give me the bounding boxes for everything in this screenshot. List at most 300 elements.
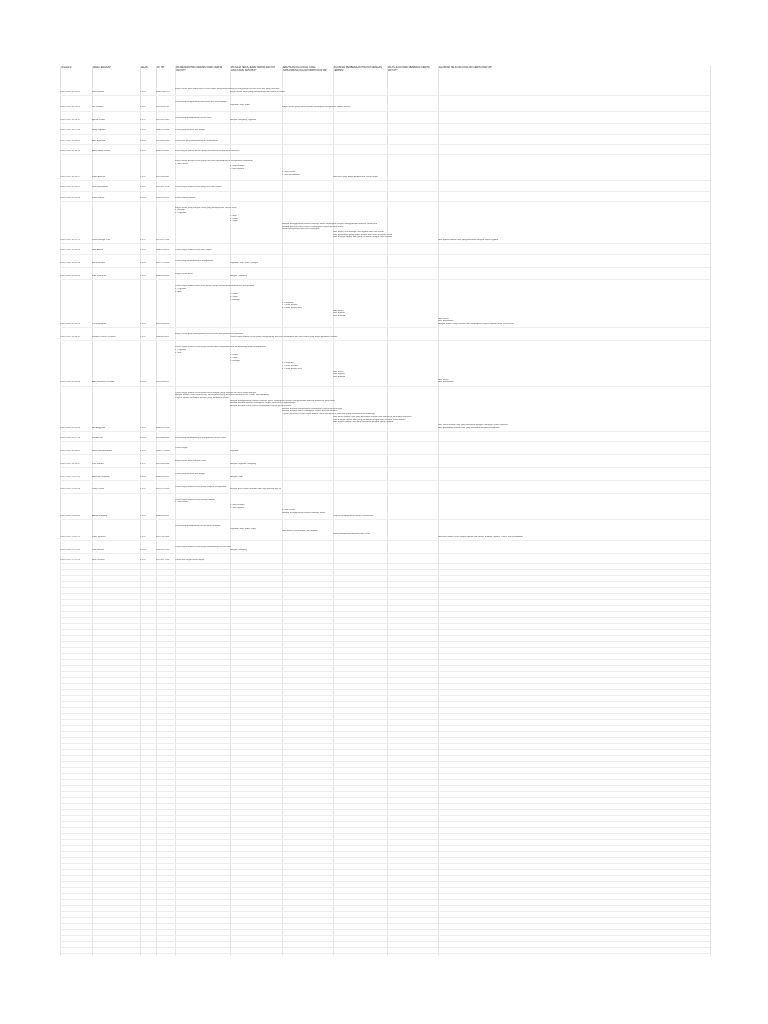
row-divider: [60, 95, 710, 96]
answer-text: Cerita yang berasal dari rakyat: [175, 129, 205, 132]
answer-text: 2. Legenda: [175, 212, 186, 215]
row-divider: [60, 635, 710, 636]
row-divider: [60, 713, 710, 714]
answer-text: Hikayat menggunakan bahasa Melayu klasik: [282, 512, 326, 515]
cell-hp: 08129990001: [156, 323, 170, 326]
cell-hp: 08125556677: [156, 381, 170, 384]
cell-kelas: X IPS: [140, 249, 146, 252]
column-header: APA SAJA JENIS-JENIS CERITA RAKYAT YANG KAMU KETAHUI?: [230, 66, 275, 72]
row-divider: [60, 254, 710, 255]
row-divider: [60, 743, 710, 744]
answer-text: Cerita rakyat adalah salah satu bentuk karya sastra yang berasal dari masyarakat: [175, 285, 255, 288]
column-header: JELASKAN NILAI-NILAI DALAM CERITA RAKYAT!: [438, 66, 493, 69]
answer-text: 1. Hikayat: [175, 209, 185, 212]
answer-text: Nilai moral, nilai budaya, nilai agama: [282, 530, 318, 533]
answer-text: Hikayat, mite: [230, 475, 243, 478]
answer-text: Cerita rakyat adalah cerita yang berkembang secara lisan: [175, 546, 231, 549]
cell-kelas: X IPS: [140, 381, 146, 384]
row-divider: [60, 677, 710, 678]
cell-hp: 08567778899: [156, 449, 170, 452]
row-divider: [60, 641, 710, 642]
answer-text: Hikayat, dongeng: [230, 275, 248, 278]
cell-ts: 10/07/2020 11:06:50: [60, 514, 80, 517]
column-header: KELAS: [140, 66, 148, 69]
cell-ts: 10/07/2020 10:26:11: [60, 119, 80, 122]
answer-text: Karya sastra lama yang berkembang dari mulut ke mulut: [230, 90, 285, 93]
table-row: [60, 525, 710, 540]
table-row: [60, 260, 710, 267]
row-divider: [60, 243, 710, 244]
answer-text: 2. Mite: [175, 351, 182, 354]
answer-text: Karya sastra berupa cerita yang lahir dan berkembang di masyarakat tradisional: [175, 160, 253, 162]
answer-text: 5. Sage: [230, 220, 238, 223]
cell-hp: 08561234567: [156, 149, 170, 152]
cell-name: Novi Anjani: [92, 249, 103, 252]
answer-text: 4. Nilai sosial: [282, 509, 295, 512]
row-divider: [60, 144, 710, 145]
row-divider: [60, 386, 710, 387]
row-divider: [60, 340, 710, 341]
table-row: [60, 117, 710, 124]
cell-name: Dewi Lestari: [92, 488, 105, 491]
answer-text: Karya sastra lama berupa cerita: [175, 460, 207, 462]
cell-hp: 08561239876: [156, 249, 170, 252]
answer-text: Cerita rakyat: [175, 447, 188, 450]
spreadsheet-sheet: [60, 66, 710, 956]
table-row: [60, 392, 710, 431]
cell-hp: 08123450987: [156, 176, 170, 179]
row-divider: [60, 869, 710, 870]
answer-text: Nilai budaya: [333, 375, 346, 378]
cell-name: Fajar Santoso: [92, 535, 106, 538]
row-divider: [60, 725, 710, 726]
cell-ts: 10/07/2020 11:03:28: [60, 488, 80, 491]
answer-text: 1. Nilai moral: [175, 501, 188, 504]
answer-text: 8. Cerita pelipur lara: [282, 306, 302, 309]
row-divider: [60, 803, 710, 804]
row-divider: [60, 653, 710, 654]
answer-text: Nilai-nilai dalam cerita rakyat adalah nilai moral, budaya, agama, sosial, dan pendidikan: [438, 535, 523, 538]
table-row: [60, 346, 710, 385]
cell-ts: 10/07/2020 10:59:37: [60, 462, 81, 465]
cell-name: Nia Anggraini: [92, 426, 106, 429]
table-row: [60, 186, 710, 190]
row-divider: [60, 647, 710, 648]
cell-name: Siti Aminah: [92, 436, 103, 439]
cell-ts: 10/07/2020 10:58:02: [60, 449, 81, 452]
answer-text: 5. Hikayat: [230, 298, 240, 301]
row-divider: [60, 665, 710, 666]
row-divider: [60, 267, 710, 268]
answer-text: Cerita yang berkembang di masyarakat: [175, 259, 214, 262]
row-divider: [60, 929, 710, 930]
answer-text: 3. Mite: [230, 214, 237, 217]
cell-kelas: X IPS: [140, 176, 146, 179]
answer-text: 2. Nilai budaya: [230, 504, 245, 507]
table-row: [60, 285, 710, 327]
cell-name: Aprilia Wulan: [92, 119, 105, 122]
cell-name: Bayu Aji Pangestu: [92, 475, 110, 478]
answer-text: 8. Cerita pelipur lara: [282, 367, 302, 370]
row-divider: [60, 845, 710, 846]
answer-text: Cerita rakyat adalah cerita yang berasal dari masyarakat dan berkembang dalam masyarakat: [175, 346, 266, 349]
column-header: NO. HP: [156, 66, 165, 69]
cell-hp: 08563334455: [156, 275, 170, 278]
cell-ts: 10/07/2020 11:09:12: [60, 535, 80, 538]
cell-name: Rahayu Lestari Lestiana: [92, 336, 116, 339]
cell-hp: 08126665544: [156, 462, 170, 465]
column-header: NAMA LENGKAP: [92, 66, 111, 69]
cell-hp: 08564443322: [156, 336, 170, 339]
answer-text: Hikayat menggunakan bahasa Melayu klasik sedangkan cerpen menggunakan bahasa Indonesia yang baku: [230, 399, 335, 402]
answer-text: Cerita rakyat adalah cerita yang mengandung nilai-nilai kehidupan dan nilai moral yang dapat dijadikan teladan: [230, 336, 338, 339]
table-row: [60, 499, 710, 519]
row-divider: [60, 809, 710, 810]
row-divider: [60, 441, 710, 442]
answer-text: 6. Dongeng: [282, 301, 294, 304]
cell-ts: 10/07/2020 10:33:27: [60, 176, 81, 179]
row-divider: [60, 887, 710, 888]
cell-ts: 10/07/2020 10:48:31: [60, 336, 81, 339]
answer-text: 3. Fabel: [230, 354, 238, 357]
row-divider: [60, 671, 710, 672]
answer-text: Nilai budaya adalah nilai yang berkaitan dengan adat istiadat suatu daerah: [333, 418, 406, 421]
answer-text: 1. Legenda: [175, 348, 186, 351]
row-divider: [60, 953, 710, 954]
row-divider: [60, 875, 710, 876]
row-divider: [60, 623, 710, 624]
answer-text: Hikayat bersifat kemustahilan sedangkan cerpen bersifat logis: [282, 407, 343, 410]
table-row: [60, 101, 710, 111]
row-divider: [60, 540, 710, 541]
cell-kelas: X IPS: [140, 186, 146, 189]
answer-text: Cerita rakyat adalah cerita yang hidup di masyarakat: [175, 485, 227, 488]
answer-text: Cerita dari rakyat untuk rakyat: [175, 559, 205, 561]
answer-text: Hikayat, legenda, dongeng: [230, 462, 257, 465]
cell-kelas: X IPS: [140, 106, 146, 109]
cell-kelas: X IPS: [140, 119, 146, 122]
answer-text: Nilai moral: [333, 370, 344, 373]
row-divider: [60, 839, 710, 840]
cell-hp: 08129517538: [156, 559, 170, 561]
cell-ts: 10/07/2020 10:53:44: [60, 426, 81, 429]
answer-text: Hikayat bersifat anonim sedangkan cerpen diketahui pengarangnya: [230, 402, 296, 405]
row-divider: [60, 905, 710, 906]
row-divider: [60, 749, 710, 750]
cell-name: Rizal Maulana Akbar: [92, 449, 113, 452]
cell-hp: 08561112233: [156, 426, 170, 429]
answer-text: Hikayat bersifat istana sentris sedangkan cerpen bersifat bebas: [230, 405, 292, 408]
row-divider: [60, 833, 710, 834]
cell-name: Anis Agustina: [92, 139, 106, 142]
row-divider: [60, 605, 710, 606]
row-divider: [60, 599, 710, 600]
cell-kelas: X IPS: [140, 548, 146, 551]
table-row: [60, 88, 710, 95]
row-divider: [60, 935, 710, 936]
cell-kelas: X IPS: [140, 139, 146, 142]
column-header: APA MENURUTMU DEFINISI DARI CERITA RAKYAT?: [175, 66, 223, 72]
table-row: [60, 486, 710, 493]
row-divider: [60, 893, 710, 894]
row-divider: [60, 431, 710, 432]
answer-text: 3. Fabel: [230, 293, 238, 296]
cell-hp: 08128889900: [156, 436, 170, 439]
cell-name: Indri Syahputri: [92, 275, 107, 278]
answer-text: 4. Sage: [230, 357, 238, 360]
cell-kelas: X IPS: [140, 436, 146, 439]
cell-hp: 08121231234: [156, 488, 170, 491]
cell-kelas: X IPS: [140, 90, 146, 93]
table-row: [60, 150, 710, 154]
cell-ts: 10/07/2020 10:45:20: [60, 323, 81, 326]
answer-text: 4. Sage: [230, 296, 238, 299]
row-divider: [60, 563, 710, 564]
column-header: SEBUTKAN NILAI-NILAI YANG TERKANDUNG DALAM CERITA RAKYAT!: [282, 66, 328, 72]
answer-text: Karya sastra lama yang berisi cerita rakyat yang berkembang di masyarakat secara lisan dan turun temurun: [175, 88, 280, 90]
row-divider: [60, 767, 710, 768]
row-divider: [60, 180, 710, 181]
row-divider: [60, 123, 710, 124]
cell-name: Aditya Nugraha: [92, 514, 108, 517]
row-divider: [60, 779, 710, 780]
answer-text: Cerpen adalah karangan pendek yang berbentuk prosa: [175, 396, 229, 399]
answer-text: 3. Nilai agama: [230, 506, 244, 509]
cell-ts: 10/07/2020 10:27:40: [60, 129, 81, 132]
cell-kelas: X IPS: [140, 488, 146, 491]
cell-kelas: X IPS: [140, 262, 146, 265]
cell-ts: 10/07/2020 10:35:44: [60, 196, 81, 199]
cell-kelas: X IPS: [140, 462, 146, 465]
cell-kelas: X IPS: [140, 426, 146, 429]
row-divider: [60, 785, 710, 786]
answer-text: Nilai-nilai yang dapat diambil dari cerita rakyat: [333, 176, 378, 179]
table-row: [60, 559, 710, 563]
answer-text: Nilai moral: [333, 309, 344, 312]
row-divider: [60, 755, 710, 756]
row-divider: [60, 941, 710, 942]
row-divider: [60, 201, 710, 202]
answer-text: Hikayat bersifat statis sedangkan cerpen bersifat dinamis: [282, 410, 338, 413]
answer-text: 3. Nilai agama: [230, 168, 244, 171]
answer-text: Cerita yang berasal dari rakyat: [175, 472, 205, 475]
cell-kelas: X IPS: [140, 323, 146, 326]
answer-text: Cerita yang disampaikan secara turun temurun: [175, 525, 221, 528]
answer-text: 5. Hikayat: [230, 359, 240, 362]
row-divider: [60, 279, 710, 280]
row-divider: [60, 593, 710, 594]
answer-text: Nilai pendidikan adalah nilai yang berkaitan dengan pengajaran: [438, 426, 500, 429]
cell-ts: 10/07/2020 11:01:14: [60, 475, 80, 478]
cell-name: Tio Ramadhan: [92, 323, 107, 326]
table-row: [60, 473, 710, 480]
cell-hp: 08127897890: [156, 535, 170, 538]
cell-ts: 10/07/2020 10:43:55: [60, 275, 81, 278]
cell-name: Maya Anisara: [92, 176, 106, 179]
cell-kelas: X IPS: [140, 514, 146, 517]
answer-text: Hikayat menggunakan bahasa Melayu klasik sedangkan cerpen menggunakan bahasa sehari-hari: [282, 222, 378, 225]
cell-kelas: X IPS: [140, 449, 146, 452]
answer-text: 7. Cerita jenaka: [282, 365, 298, 368]
row-divider: [60, 917, 710, 918]
answer-text: Nilai sosial: [438, 317, 449, 320]
cell-name: Dwi Wibowo: [92, 90, 105, 93]
row-divider: [60, 701, 710, 702]
row-divider: [60, 629, 710, 630]
answer-text: 6. Dongeng: [282, 362, 294, 365]
row-divider: [60, 493, 710, 494]
row-divider: [60, 327, 710, 328]
answer-text: Nilai sosial adalah nilai yang berkaitan dengan hubungan antar manusia: [438, 423, 508, 426]
answer-text: Hikayat, dongeng, legenda: [230, 119, 257, 122]
answer-text: Nilai agama: [333, 373, 345, 376]
answer-text: Nilai agama adalah nilai yang berkaitan dengan ajaran agama: [333, 421, 394, 424]
cell-kelas: X IPS: [140, 336, 146, 339]
answer-text: Nilai pendidikan yang dapat diambil dari kisah di dalam cerita: [333, 233, 393, 236]
answer-text: Hikayat adalah salah satu bentuk sastra prosa yang berisikan tentang kisah, cerita, dan dongeng: [175, 394, 269, 397]
row-divider: [60, 689, 710, 690]
row-divider: [60, 695, 710, 696]
answer-text: 7. Cerita jenaka: [282, 304, 298, 307]
cell-ts: 10/07/2020 10:25:03: [60, 106, 81, 109]
answer-text: Cerita yang disampaikan secara lisan: [175, 116, 212, 119]
cell-ts: 10/07/2020 10:35:01: [60, 186, 81, 189]
row-divider: [60, 683, 710, 684]
cell-hp: 08567123456: [156, 129, 170, 132]
table-row: [60, 333, 710, 340]
row-divider: [60, 454, 710, 455]
cell-kelas: X IPS: [140, 239, 146, 242]
answer-text: Nilai agama adalah nilai yang berkaitan dengan ajaran agama: [438, 239, 499, 242]
row-divider: [60, 863, 710, 864]
answer-text: Hikayat, dongeng: [230, 548, 248, 551]
answer-text: 2. Mite: [175, 290, 182, 293]
answer-text: 4. Fabel: [230, 217, 238, 220]
row-divider: [60, 851, 710, 852]
cell-ts: 10/07/2020 10:37:22: [60, 239, 81, 242]
answer-text: Karya sastra yang berupa cerita yang disampaikan secara lisan: [175, 206, 237, 209]
column-header: JELASKAN PERBEDAAN HIKAYAT DENGAN CERPEN!: [333, 66, 382, 72]
column-divider: [710, 66, 711, 956]
cell-hp: 08129871234: [156, 186, 170, 189]
row-divider: [60, 581, 710, 582]
answer-text: Hikayat dan cerpen berbeda dari segi bahasa dan isi: [230, 488, 282, 491]
row-divider: [60, 899, 710, 900]
row-divider: [60, 480, 710, 481]
cell-name: Yuni Kartika: [92, 462, 104, 465]
answer-text: Nilai pendidikan: [438, 320, 454, 323]
row-divider: [60, 111, 710, 112]
answer-text: Cerita yang berkembang di masyarakat secara lisan: [175, 436, 226, 439]
row-divider: [60, 154, 710, 155]
answer-text: Legenda, mite, fabel: [230, 103, 250, 106]
row-divider: [60, 611, 710, 612]
answer-text: Karya sastra yang disampaikan secara lisan dari generasi ke generasi: [175, 333, 243, 336]
answer-text: Cerpen menggunakan bahasa sehari-hari: [333, 514, 374, 517]
cell-ts: 10/07/2020 10:40:09: [60, 249, 81, 252]
cell-hp: 08564564567: [156, 514, 170, 517]
row-divider: [60, 587, 710, 588]
table-row: [60, 249, 710, 253]
table-row: [60, 546, 710, 553]
table-row: [60, 129, 710, 133]
cell-hp: 08134567890: [156, 139, 170, 142]
cell-ts: 10/07/2020 10:41:16: [60, 262, 81, 265]
table-row: [60, 460, 710, 467]
row-divider: [60, 761, 710, 762]
cell-name: Dina Rahmawati: [92, 186, 109, 189]
row-divider: [60, 191, 710, 192]
row-divider: [60, 791, 710, 792]
row-divider: [60, 719, 710, 720]
cell-name: Ade Setiawan Pratama: [92, 381, 115, 384]
cell-kelas: X IPS: [140, 275, 146, 278]
answer-text: Tujuan membaca cerita rakyat adalah untuk mengetahui nilai-nilai yang terkandung di dalamnya: [282, 413, 375, 416]
cell-kelas: X IPS: [140, 129, 146, 132]
cell-name: Risky Saputra: [92, 129, 106, 132]
row-divider: [60, 659, 710, 660]
cell-kelas: X IPS: [140, 475, 146, 478]
cell-name: Alfian Bima Winata: [92, 149, 111, 152]
answer-text: 1. Nilai moral: [175, 162, 188, 165]
cell-ts: 10/07/2020 10:28:02: [60, 139, 81, 142]
table-row: [60, 207, 710, 244]
cell-hp: 08129876543: [156, 119, 170, 122]
row-divider: [60, 731, 710, 732]
answer-text: Nilai moral adalah nilai yang berkaitan dengan baik buruknya perbuatan manusia: [333, 415, 412, 418]
row-divider: [60, 821, 710, 822]
cell-hp: 08563332211: [156, 475, 170, 478]
cell-kelas: X IPS: [140, 535, 146, 538]
cell-hp: 08567890123: [156, 90, 170, 93]
answer-text: Nilai budaya adalah nilai yang berkaitan dengan adat istiadat: [333, 236, 392, 239]
answer-text: Karya sastra yang menceritakan kehidupan masyarakat zaman dahulu: [282, 106, 351, 109]
answer-text: Untuk mengambil pelajaran dari cerita: [333, 533, 370, 536]
answer-text: Nilai agama: [333, 312, 345, 315]
row-divider: [60, 617, 710, 618]
row-divider: [60, 569, 710, 570]
cell-hp: 08131122334: [156, 239, 170, 242]
answer-text: Cerita yang mengandung nilai moral dan nilai budaya: [175, 100, 227, 103]
cell-ts: 10/07/2020 11:12:45: [60, 548, 80, 551]
cell-ts: 10/07/2020 10:57:19: [60, 436, 81, 439]
row-divider: [60, 881, 710, 882]
cell-name: Ika Nurul Aini: [92, 262, 105, 265]
answer-text: Nilai budaya: [333, 315, 346, 318]
row-divider: [60, 857, 710, 858]
column-header: APA TUJUAN DARI MEMBACA CERITA RAKYAT?: [387, 66, 430, 72]
cell-ts: 10/07/2020 10:30:15: [60, 149, 81, 152]
answer-text: Nilai sosial: [438, 378, 449, 381]
cell-name: Sinta Rahayu Putri: [92, 239, 111, 242]
row-divider: [60, 134, 710, 135]
row-divider: [60, 815, 710, 816]
row-divider: [60, 707, 710, 708]
answer-text: Cerita rakyat adalah cerita yang lahir dari rakyat: [175, 186, 222, 189]
table-row: [60, 437, 710, 441]
table-row: [60, 160, 710, 180]
cell-name: Rina Susanti: [92, 559, 105, 561]
answer-text: 1. Legenda: [175, 288, 186, 291]
answer-text: Hikayat adalah karya sastra lama sedangkan cerpen adalah karya sastra baru: [438, 323, 514, 326]
row-divider: [60, 923, 710, 924]
answer-text: Karya sastra lama: [175, 272, 193, 275]
cell-kelas: X IPS: [140, 196, 146, 199]
answer-text: Legenda: [230, 449, 239, 452]
cell-name: Lina Marlina: [92, 548, 104, 551]
answer-text: Cerita rakyat adalah cerita zaman dahulu: [175, 498, 215, 501]
row-divider: [60, 553, 710, 554]
